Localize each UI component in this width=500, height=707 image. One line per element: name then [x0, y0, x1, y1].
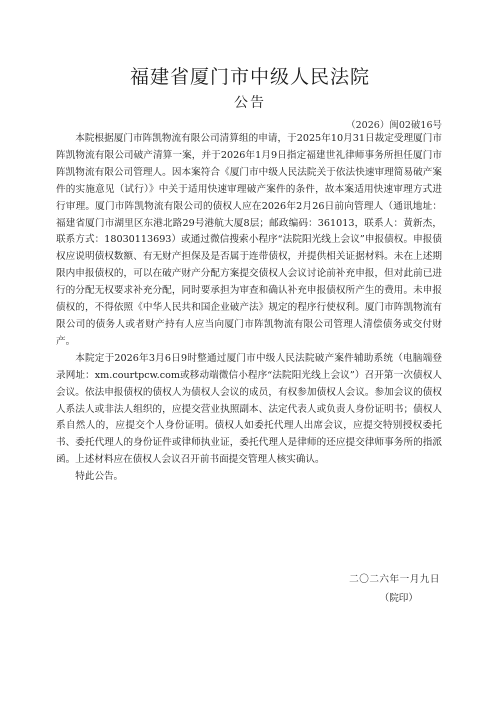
- issue-date: 二〇二六年一月九日: [349, 574, 440, 585]
- paragraph-creditors-meeting: 本院定于2026年3月6日9时整通过厦门市中级人民法院破产案件辅助系统（电脑端登录网址：xm.courtpcw.com或移动端微信小程序“法院阳光线上会议”）召开第一次债权人会议。依法申报债权的债权人为债权人会议的成员，有权参加债权人会议。参加会议的债权人系法人或非法人组织的，应提交营业执照副本、法定代表人或负责人身份证明书；债权人系自然人的，应提交个人身份证明。债权人如委托代理人出席会议，应提交特别授权委托书、委托代理人的身份证件或律师执业证，委托代理人是律师的还应提交律师事务所的指派函。上述材料应在债权人会议召开前书面提交管理人核实确认。: [56, 352, 442, 466]
- announcement-body: [56, 131, 442, 486]
- case-number: （2026）闽02破16号: [346, 120, 442, 131]
- court-seal-note: （院印）: [379, 593, 418, 604]
- document-type-heading: 公告: [234, 95, 266, 111]
- paragraph-closing-phrase: 特此公告。: [75, 471, 124, 483]
- court-name-title: 福建省厦门市中级人民法院: [129, 66, 370, 88]
- paragraph-case-acceptance: 本院根据厦门市阵凯物流有限公司清算组的申请，于2025年10月31日裁定受理厦门市阵凯物流有限公司破产清算一案，并于2026年1月9日指定福建世礼律师事务所担任厦门市阵凯物流有限公司管理人。因本案符合《厦门市中级人民法院关于依法快速审理简易破产案件的实施意见（试行）》中关于适用快速审理破产案件的条件，故本案适用快速审理方式进行审理。厦门市阵凯物流有限公司的债权人应在2026年2月26日前向管理人（通讯地址：福建省厦门市湖里区东港北路29号港航大厦8层；邮政编码：361013，联系人：黄新杰，联系方式：18030113693）或通过微信搜索小程序“法院阳光线上会议”申报债权。申报债权应说明债权数额、有无财产担保及是否属于连带债权，并提供相关证据材料。未在上述期限内申报债权的，可以在破产财产分配方案提交债权人会议讨论前补充申报，但对此前已进行的分配无权要求补充分配，同时要承担为审查和确认补充申报债权所产生的费用。未申报债权的，不得依照《中华人民共和国企业破产法》规定的程序行使权利。厦门市阵凯物流有限公司的债务人或者财产持有人应当向厦门市阵凯物流有限公司管理人清偿债务或交付财产。: [56, 133, 442, 347]
